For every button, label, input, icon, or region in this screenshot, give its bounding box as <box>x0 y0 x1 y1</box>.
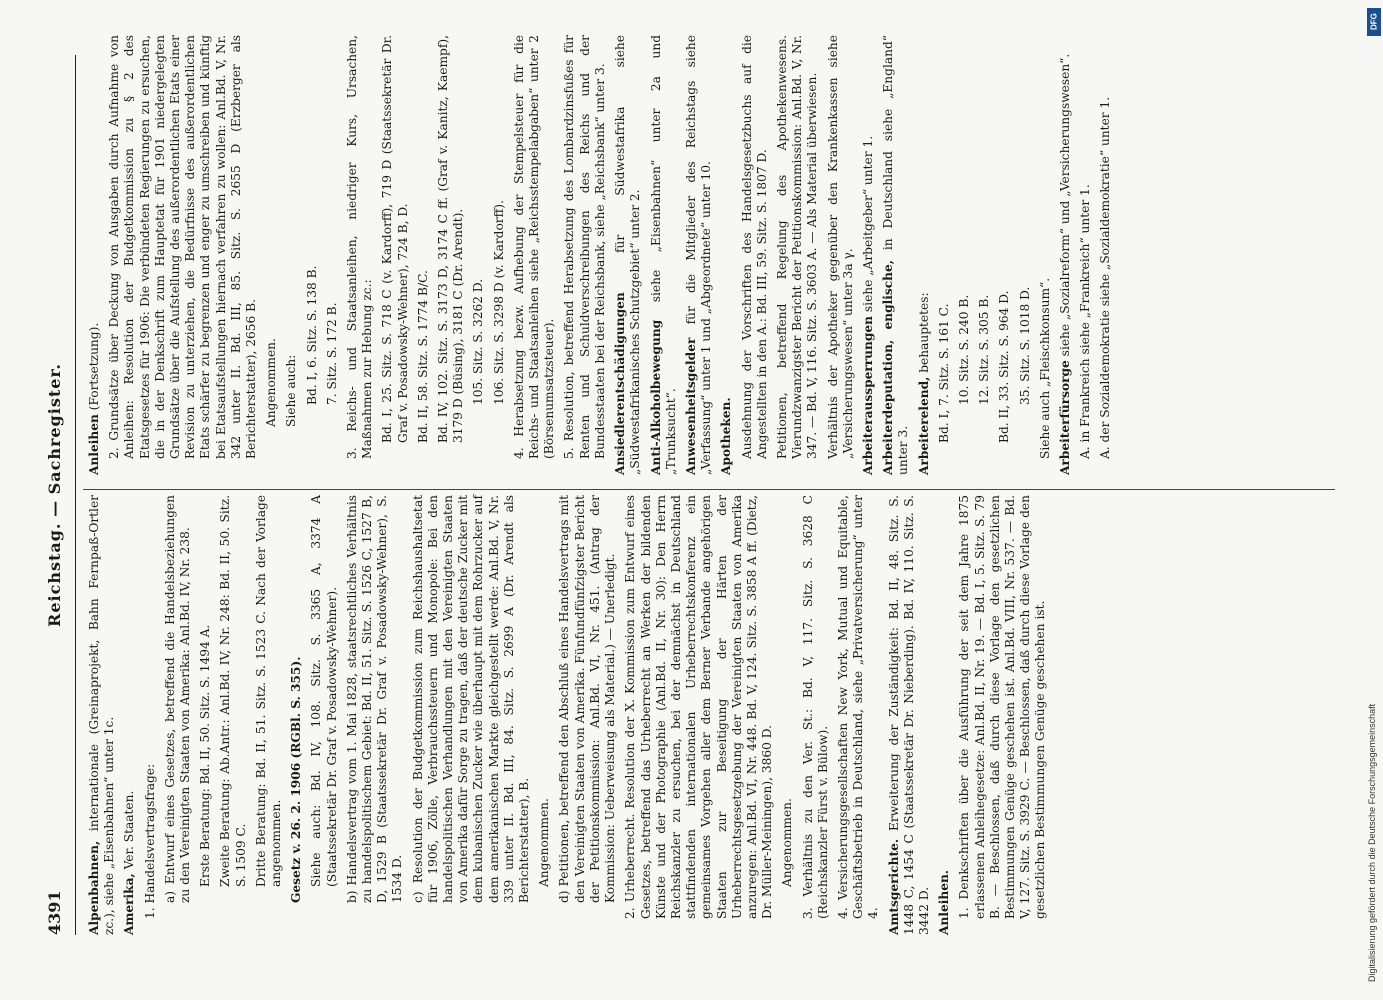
entry-text: 3. Reichs- und Staatsanleihen, niedriger Kurs, Ursachen, Maßnahmen zur Hebung zc.: <box>345 35 375 459</box>
entry-keyword: Amtsgerichte. <box>886 838 901 935</box>
register-entry <box>289 495 304 935</box>
page-header <box>43 55 73 935</box>
entry-text: 10. Sitz. S. 240 B. <box>956 294 971 405</box>
entry-text: 35. Sitz. S. 1018 D. <box>1017 286 1032 405</box>
entry-text: Ausdehnung der Vorschriften des Handelsgesetzbuchs auf die Angestellten in den A.: Bd. III, 59. Sitz. S. 1807 D. <box>739 35 769 459</box>
register-entry <box>917 35 932 475</box>
entry-text: Erste Beratung: Bd. II, 50. Sitz. S. 1494 A. <box>198 624 213 887</box>
dfg-logo: DFG <box>1367 8 1381 36</box>
entry-text: Siehe auch: Bd. IV, 108. Sitz. S. 3365 A, 3374 A (Staatssekretär Dr. Graf v. Posadowsky-Wehner). <box>309 495 339 887</box>
entry-text: siehe „Eisenbahnen“ unter 2a und „Trunksucht“. <box>648 35 678 475</box>
entry-text: 3. Verhältnis zu den Ver. St.: Bd. V, 117. Sitz. S. 3628 C (Reichskanzler Fürst v. Bülow). <box>800 495 830 919</box>
header-register: Sachregister. <box>45 363 64 495</box>
entry-keyword: Arbeiteraussperrungen <box>860 315 875 475</box>
entry-keyword: Anwesenheitsgelder <box>683 337 698 475</box>
register-entry <box>122 495 137 935</box>
register-page <box>25 15 1355 975</box>
register-entry <box>416 35 431 475</box>
entry-text: Bd. IV, 102. Sitz. S. 3173 D, 3174 C ff. (Graf v. Kanitz, Kaempf), 3179 D (Büsing), 3181 C (Dr. Arendt). <box>436 35 466 443</box>
register-entry <box>471 35 486 475</box>
entry-text: 7. Sitz. S. 172 B. <box>324 302 339 405</box>
entry-keyword: Arbeiterfürsorge <box>1057 360 1072 475</box>
entry-text: behauptetes: <box>916 292 931 377</box>
register-entry <box>492 35 507 475</box>
register-entry <box>325 35 340 475</box>
register-entry <box>345 35 375 475</box>
register-entry <box>537 495 552 935</box>
header-title <box>45 55 64 935</box>
register-entry <box>684 35 714 475</box>
register-entry <box>557 495 618 935</box>
entry-text: Ver. Staaten. <box>122 790 137 874</box>
register-entry <box>801 495 831 935</box>
register-entry <box>87 495 117 935</box>
register-entry <box>613 35 643 475</box>
entry-text: 106. Sitz. S. 3298 D (v. Kardorff). <box>491 200 506 405</box>
register-entry <box>254 495 284 935</box>
entry-text: Bd. I, 6. Sitz. S. 138 B. <box>304 265 319 405</box>
entry-text: Angenommen. <box>537 798 552 887</box>
register-entry <box>887 495 933 935</box>
entry-text: Bd. II, 33. Sitz. S. 964 D. <box>997 290 1012 443</box>
register-entry <box>163 495 193 935</box>
digitization-note: Digitalisierung gefördert durch die Deutsche Forschungsgemeinschaft <box>1367 703 1377 982</box>
register-entry <box>1098 35 1113 475</box>
register-entry <box>623 495 775 935</box>
header-rule <box>75 55 76 935</box>
register-entry <box>740 35 770 475</box>
register-entry <box>937 35 952 475</box>
entry-text: (Fortsetzung). <box>87 322 101 415</box>
entry-text: siehe „Arbeitgeber“ unter 1. <box>860 135 875 316</box>
entry-text: in Deutschland siehe „England“ unter 3. <box>881 35 911 475</box>
page-number: 4391 <box>45 890 64 935</box>
register-entry <box>380 35 410 475</box>
register-entry <box>775 35 821 475</box>
entry-text: Verhältnis der Apotheker gegenüber den Krankenkassen siehe „Versicherungswesen“ unter 3a γ. <box>825 35 855 459</box>
register-entry <box>198 495 213 935</box>
register-entry <box>143 495 158 935</box>
entry-keyword: Arbeiterelend, <box>916 376 931 475</box>
entry-text: Angenommen. <box>780 798 795 887</box>
register-entry <box>264 35 279 475</box>
register-entry <box>284 35 299 475</box>
register-entry <box>345 495 406 935</box>
register-entry <box>861 35 876 475</box>
register-entry <box>436 35 466 475</box>
register-entry <box>649 35 679 475</box>
entry-keyword: Anti-Alkoholbewegung <box>648 319 663 475</box>
entry-text: 4. Versicherungsgesellschaften New York, Mutual und Equitable, Geschäftsbetrieb in Deutschland, siehe „Privatversicherung“ unter 4. <box>835 495 881 919</box>
entry-keyword: Anleihen. <box>937 869 952 935</box>
register-entry <box>512 35 558 475</box>
register-entry <box>719 35 734 475</box>
right-column <box>87 35 1119 475</box>
register-entry <box>957 35 972 475</box>
register-entry <box>780 495 795 935</box>
entry-text: A. der Sozialdemokratie siehe „Sozialdemokratie“ unter 1. <box>1098 96 1113 459</box>
entry-keyword: Alpenbahnen, <box>87 840 101 935</box>
register-entry <box>218 495 248 935</box>
register-entry <box>1058 35 1073 475</box>
header-section: Reichstag. <box>45 522 64 627</box>
entry-text: 5. Resolution, betreffend Herabsetzung des Lombardzinsfußes für Renten und Schuldverschreibungen des Reichs und der Bundesstaaten bei der Reichsbank, siehe „Reichsbank“ unter 3. <box>562 35 607 459</box>
register-entry <box>1078 35 1093 475</box>
header-dash: — <box>45 499 64 517</box>
entry-text: c) Resolution der Budgetkommission zum Reichshaushaltsetat für 1906, Zölle, Verbrauchssteuern und Monopole: Bei den handelspolitischen Verhandlungen mit den Vereinigten Staaten von Amerika dafür Sorge zu tragen, daß der deutsche Zucker mit dem kubanischen Zucker wie überhaupt mit dem Rohrzucker auf dem amerikanischen Markte gleichgestellt werde: Anl.Bd. V, Nr. 339 unter II. Bd. III, 84. Sitz. S. 2699 A (Dr. Arendt als Berichterstatter), B. <box>410 495 532 903</box>
entry-text: Petitionen, betreffend Regelung des Apothekenwesens. Vierundzwanzigster Bericht der Petitionskommission: Anl.Bd. V, Nr. 347. — Bd. V, 116. Sitz. S. 3603 A. — Als Material überwiesen. <box>774 35 820 459</box>
register-entry <box>881 35 911 475</box>
entry-text: 105. Sitz. S. 3262 D. <box>471 278 486 405</box>
entry-text: für die Mitglieder des Reichstags siehe „Verfassung“ unter 1 und „Abgeordnete“ unter 10. <box>683 35 714 475</box>
register-entry <box>1038 35 1053 475</box>
entry-text: für Südwestafrika siehe „Südwestafrikanisches Schutzgebiet“ unter 2. <box>613 35 643 475</box>
entry-text: 1. Denkschriften über die Ausführung der seit dem Jahre 1875 erlassenen Anleihegesetze: Anl.Bd. II, Nr. 19. — Bd. I, 5. Sitz. S. 79 B. — Beschlossen, daß durch diese Vorlage den gesetzlichen Bestimmungen Genüge geschehen ist. Anl.Bd. VIII, Nr. 537. — Bd. V, 127. Sitz. S. 3929 C. — Beschlossen, daß durch diese Vorlage den gesetzlichen Bestimmungen Genüge geschehen ist. <box>957 495 1048 919</box>
entry-text: 2. Grundsätze über Deckung von Ausgaben durch Aufnahme von Anleihen: Resolution der Budgetkommission zu § 2 des Etatsgesetzes für 1906: Die verbündeten Regierungen zu ersuchen, die in der Denkschrift zum Hauptetat für 1901 niedergelegten Grundsätze über die Aufstellung des außerordentlichen Etats einer Revision zu unterziehen, die Bedürfnisse des außerordentlichen Etats schärfer zu begrenzen und enger zu umschreiben und künftig bei Etatsaufstellungen hiernach verfahren zu wollen: Anl.Bd. V, Nr. 342 unter II. Bd. III, 85. Sitz. S. 2655 D (Erzberger als Berichterstatter), 2656 B. <box>107 35 259 459</box>
entry-text: Dritte Beratung: Bd. II, 51. Sitz. S. 1523 C. Nach der Vorlage angenommen. <box>253 495 284 887</box>
entry-text: Zweite Beratung: Ab.Antr.: Anl.Bd. IV, Nr. 248: Bd. II, 50. Sitz. S. 1509 C. <box>218 495 248 887</box>
register-entry <box>997 35 1012 475</box>
entry-text: internationale (Greinaprojekt, Bahn Fernpaß-Ortler zc.), siehe „Eisenbahnen“ unter 1c. <box>87 495 117 935</box>
entry-text: siehe „Sozialreform“ und „Versicherungswesen“. <box>1057 53 1072 361</box>
entry-text: a) Entwurf eines Gesetzes, betreffend die Handelsbeziehungen zu den Vereinigten Staaten von Amerika: Anl.Bd. IV, Nr. 238. <box>162 495 193 903</box>
register-entry <box>977 35 992 475</box>
register-entry <box>562 35 608 475</box>
register-entry <box>937 495 952 935</box>
entry-text: b) Handelsvertrag vom 1. Mai 1828, staatsrechtliches Verhältnis zu handelspolitischem Gebiet: Bd. II, 51. Sitz. S. 1526 C, 1527 B, D, 1529 B (Staatssekretär Dr. Graf v. Posadowsky-Wehner), S. 1534 D. <box>344 495 405 903</box>
entry-text: Bd. I, 7. Sitz. S. 161 C. <box>936 303 951 443</box>
entry-text: Bd. II, 58. Sitz. S. 1774 B/C. <box>415 270 430 443</box>
register-entry <box>411 495 533 935</box>
register-entry <box>1018 35 1033 475</box>
entry-text: 12. Sitz. S. 305 B. <box>977 294 992 405</box>
register-entry <box>836 495 882 935</box>
entry-keyword: Gesetz v. 26. 2. 1906 (RGBl. S. 355). <box>289 656 304 903</box>
register-entry <box>87 35 102 475</box>
entry-keyword: Ansiedlerentschädigungen <box>613 292 628 475</box>
entry-text: A. in Frankreich siehe „Frankreich“ unter 1. <box>1078 184 1093 459</box>
register-entry <box>826 35 856 475</box>
register-entry <box>957 495 1048 935</box>
register-entry <box>305 35 320 475</box>
register-entry <box>107 35 259 475</box>
entry-text: Angenommen. <box>264 338 279 427</box>
digitization-sidebar <box>1365 8 1381 988</box>
entry-text: Bd. I, 25. Sitz. S. 718 C (v. Kardorff), 719 D (Staatssekretär Dr. Graf v. Posadowsky-Wehner), 724 B, D. <box>380 35 410 443</box>
entry-text: d) Petitionen, betreffend den Abschluß eines Handelsvertrags mit den Vereinigten Staaten von Amerika. Fünfundfünfzigster Bericht der Petitionskommission: Anl.Bd. VI, Nr. 451. (Antrag der Kommission: Ueberweisung als Material.) — Unerledigt. <box>557 495 618 903</box>
entry-keyword: Apotheken. <box>719 397 734 475</box>
column-separator <box>83 489 1335 490</box>
entry-keyword: Arbeiterdeputation, englische, <box>881 259 896 475</box>
entry-text: Siehe auch: <box>284 354 299 427</box>
entry-keyword: Amerika, <box>122 873 137 935</box>
entry-text: Erweiterung der Zuständigkeit: Bd. II, 48. Sitz. S. 1448 C, 1454 C (Staatssekretär Dr. Nieberding). Bd. IV, 110. Sitz. S. 3442 D. <box>886 495 931 935</box>
register-entry <box>309 495 339 935</box>
entry-text: Siehe auch „Fleischkonsum“. <box>1037 277 1052 459</box>
entry-text: 1. Handelsvertragsfrage: <box>142 763 157 919</box>
entry-text: 4. Herabsetzung bezw. Aufhebung der Stempelsteuer für die Reichs- und Staatsanleihen siehe „Reichsstempelabgaben“ unter 2 (Börsenumsatzsteuer). <box>511 35 557 459</box>
left-column <box>87 495 1054 935</box>
entry-keyword: Anleihen <box>87 414 101 475</box>
entry-text: 2. Urheberrecht. Resolution der X. Kommission zum Entwurf eines Gesetzes, betreffend das Urheberrecht an Werken der bildenden Künste und der Photographie (Anl.Bd. II, Nr. 30): Den Herrn Reichskanzler zu ersuchen, bei der demnächst in Deutschland stattfindenden internationalen Urheberrechtskonferenz ein gemeinsames Vorgehen aller dem Berner Verbande angehörigen Staaten zur Beseitigung der Härten der Urheberrechtsgesetzgebung der Vereinigten Staaten von Amerika anzuregen: Anl.Bd. VI, Nr. 448. Bd. V, 124. Sitz. S. 3858 A ff. (Dietz, Dr. Müller-Meiningen), 3860 D. <box>623 495 775 919</box>
